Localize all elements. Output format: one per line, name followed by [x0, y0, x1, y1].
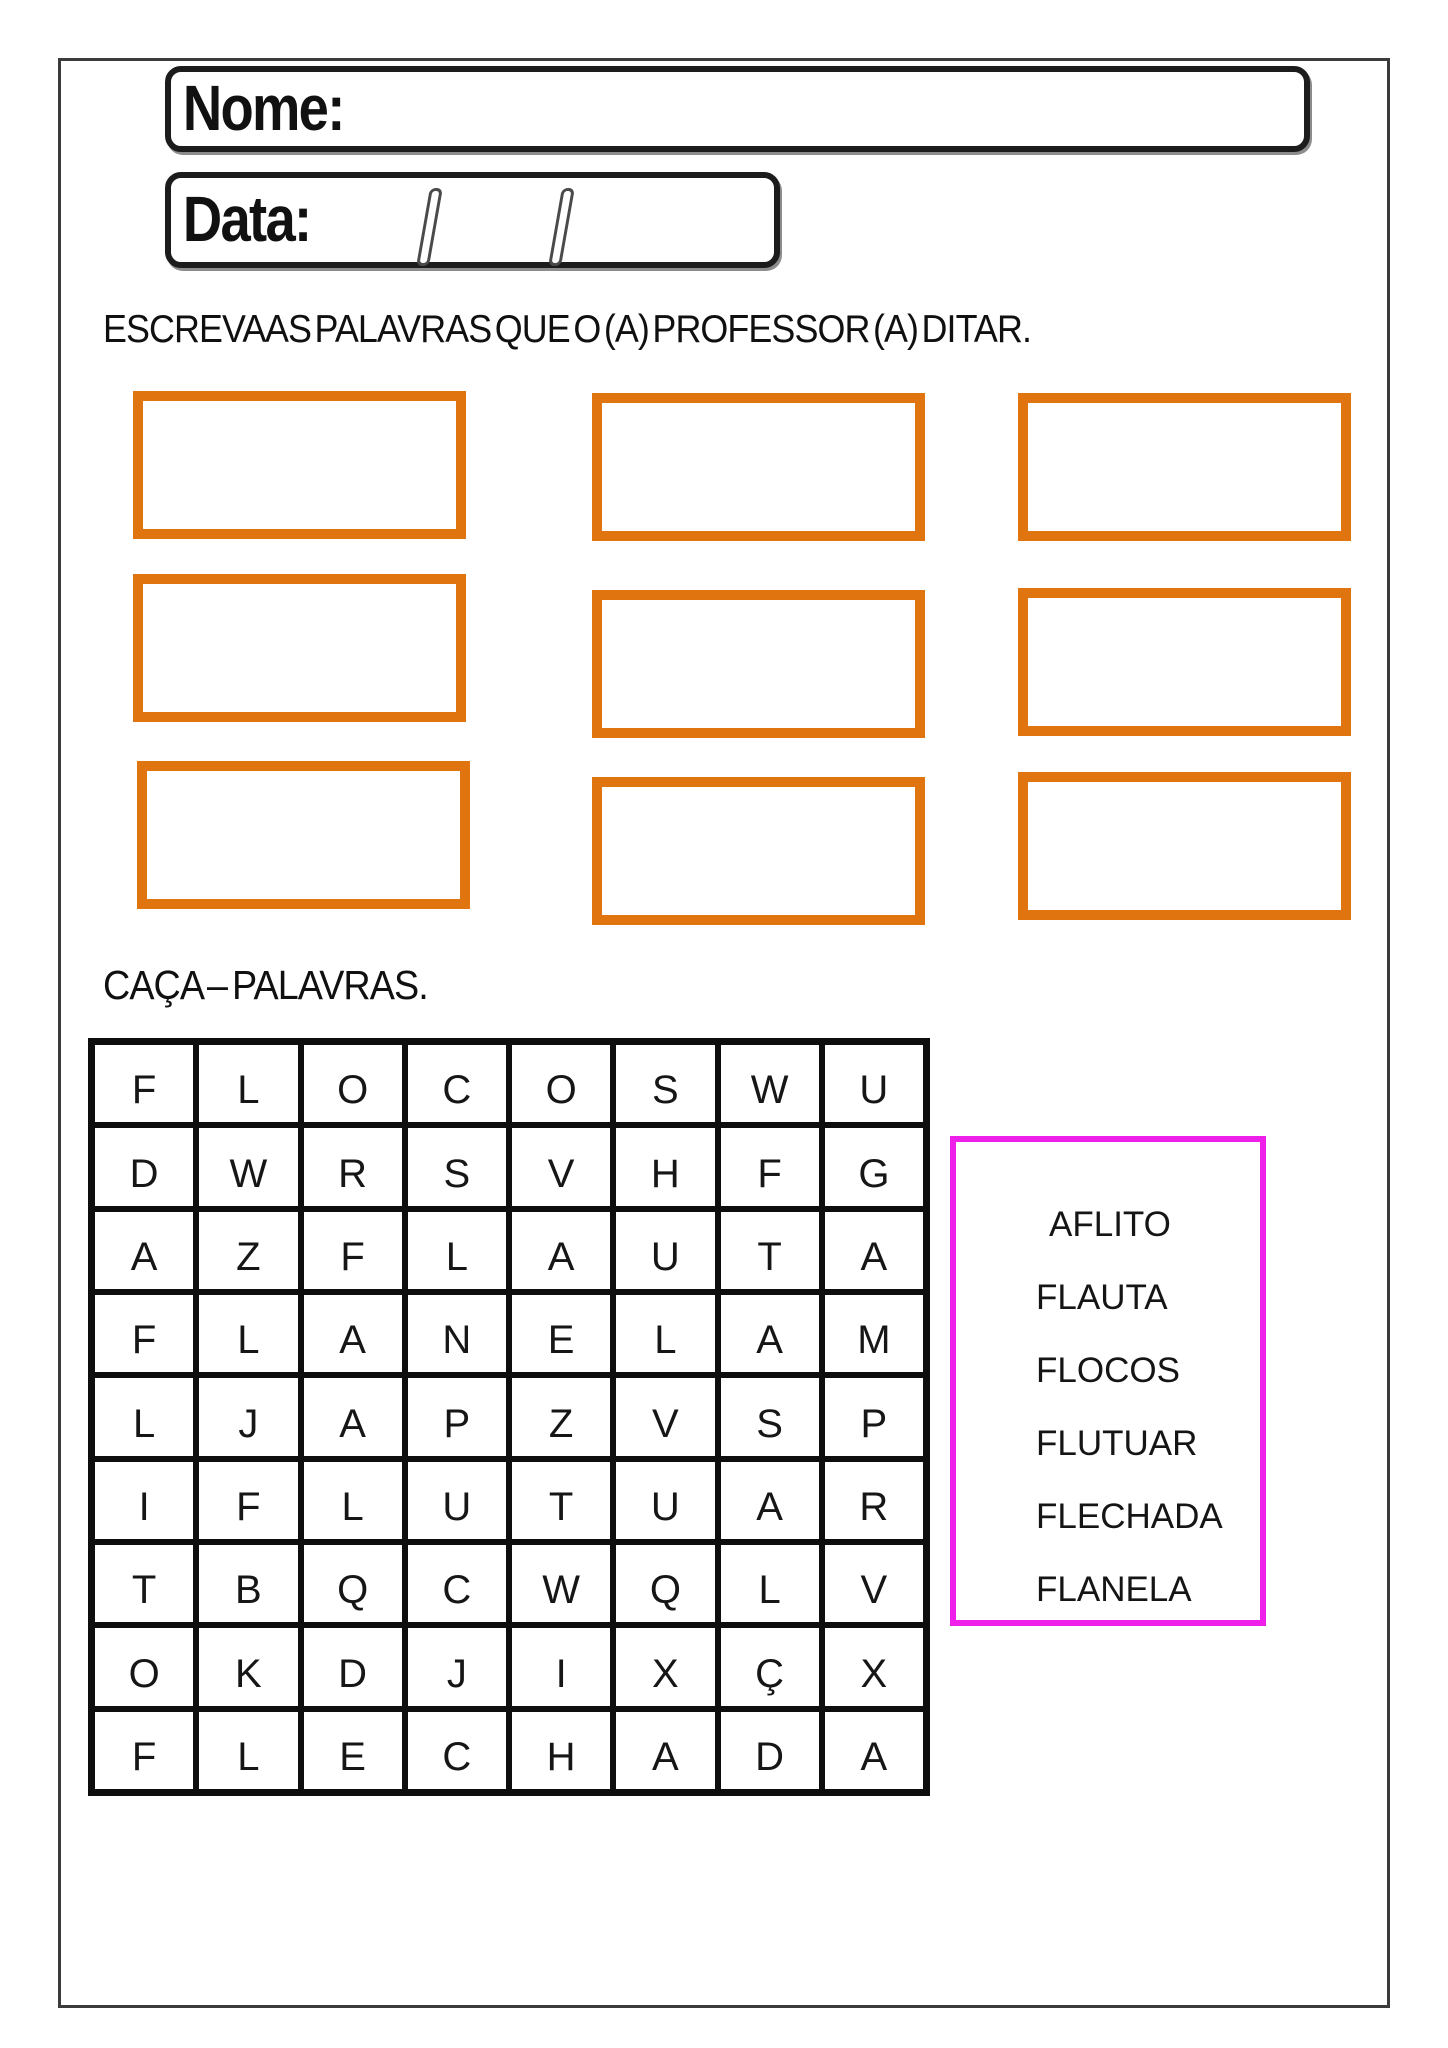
- grid-cell: R: [822, 1459, 926, 1542]
- word-list-item: FLECHADA: [1036, 1497, 1223, 1536]
- grid-cell: K: [196, 1625, 300, 1708]
- grid-cell: E: [301, 1709, 405, 1792]
- date-field[interactable]: [165, 172, 780, 268]
- wordsearch-grid: [88, 1038, 930, 1796]
- grid-cell: O: [509, 1042, 613, 1125]
- grid-cell: S: [613, 1042, 717, 1125]
- grid-cell: A: [92, 1209, 196, 1292]
- answer-box[interactable]: [1018, 588, 1351, 736]
- grid-cell: T: [509, 1459, 613, 1542]
- grid-cell: L: [301, 1459, 405, 1542]
- grid-cell: F: [92, 1042, 196, 1125]
- answer-box[interactable]: [137, 761, 470, 909]
- wordsearch-word-list: [956, 1142, 1260, 1626]
- grid-cell: Ç: [718, 1625, 822, 1708]
- grid-cell: P: [822, 1375, 926, 1458]
- grid-cell: U: [613, 1209, 717, 1292]
- grid-cell: G: [822, 1125, 926, 1208]
- answer-box[interactable]: [592, 590, 925, 738]
- grid-cell: L: [196, 1292, 300, 1375]
- grid-cell: T: [92, 1542, 196, 1625]
- date-slash-icon: [548, 188, 575, 266]
- grid-cell: J: [196, 1375, 300, 1458]
- grid-cell: S: [718, 1375, 822, 1458]
- grid-cell: Z: [509, 1375, 613, 1458]
- date-slash-icon: [416, 188, 443, 266]
- grid-cell: V: [613, 1375, 717, 1458]
- name-field[interactable]: [165, 66, 1310, 152]
- grid-cell: U: [405, 1459, 509, 1542]
- grid-cell: A: [301, 1375, 405, 1458]
- grid-cell: V: [509, 1125, 613, 1208]
- grid-cell: Q: [613, 1542, 717, 1625]
- grid-cell: L: [196, 1042, 300, 1125]
- date-label: Data:: [182, 183, 311, 255]
- word-list-item: FLANELA: [1036, 1570, 1192, 1609]
- grid-cell: W: [718, 1042, 822, 1125]
- grid-cell: I: [509, 1625, 613, 1708]
- answer-box[interactable]: [1018, 393, 1351, 541]
- grid-cell: C: [405, 1542, 509, 1625]
- grid-cell: E: [509, 1292, 613, 1375]
- grid-cell: F: [92, 1292, 196, 1375]
- grid-cell: L: [405, 1209, 509, 1292]
- answer-box[interactable]: [133, 574, 466, 722]
- grid-cell: X: [613, 1625, 717, 1708]
- answer-box[interactable]: [133, 391, 466, 539]
- grid-cell: A: [718, 1459, 822, 1542]
- grid-cell: L: [613, 1292, 717, 1375]
- grid-cell: X: [822, 1625, 926, 1708]
- answer-box[interactable]: [1018, 772, 1351, 920]
- wordsearch-word-list-box: [950, 1136, 1266, 1626]
- grid-cell: Q: [301, 1542, 405, 1625]
- grid-cell: F: [718, 1125, 822, 1208]
- grid-cell: B: [196, 1542, 300, 1625]
- grid-cell: A: [509, 1209, 613, 1292]
- wordsearch-title: CAÇA – PALAVRAS.: [103, 962, 428, 1008]
- grid-cell: W: [509, 1542, 613, 1625]
- grid-cell: T: [718, 1209, 822, 1292]
- grid-cell: H: [509, 1709, 613, 1792]
- answer-box[interactable]: [592, 393, 925, 541]
- grid-cell: U: [822, 1042, 926, 1125]
- grid-cell: L: [718, 1542, 822, 1625]
- grid-cell: F: [92, 1709, 196, 1792]
- grid-cell: O: [301, 1042, 405, 1125]
- grid-cell: A: [301, 1292, 405, 1375]
- grid-cell: D: [92, 1125, 196, 1208]
- grid-cell: Z: [196, 1209, 300, 1292]
- grid-cell: M: [822, 1292, 926, 1375]
- grid-cell: V: [822, 1542, 926, 1625]
- grid-cell: R: [301, 1125, 405, 1208]
- grid-cell: C: [405, 1042, 509, 1125]
- grid-cell: D: [718, 1709, 822, 1792]
- word-list-item: FLUTUAR: [1036, 1424, 1198, 1463]
- grid-cell: W: [196, 1125, 300, 1208]
- grid-cell: A: [613, 1709, 717, 1792]
- grid-cell: P: [405, 1375, 509, 1458]
- word-list-item: AFLITO: [1049, 1205, 1171, 1244]
- grid-cell: A: [822, 1209, 926, 1292]
- grid-cell: I: [92, 1459, 196, 1542]
- grid-cell: A: [718, 1292, 822, 1375]
- grid-cell: L: [196, 1709, 300, 1792]
- grid-cell: S: [405, 1125, 509, 1208]
- word-list-item: FLAUTA: [1036, 1278, 1168, 1317]
- grid-cell: H: [613, 1125, 717, 1208]
- grid-cell: O: [92, 1625, 196, 1708]
- grid-cell: F: [301, 1209, 405, 1292]
- grid-cell: F: [196, 1459, 300, 1542]
- word-list-item: FLOCOS: [1036, 1351, 1180, 1390]
- grid-cell: C: [405, 1709, 509, 1792]
- grid-cell: L: [92, 1375, 196, 1458]
- grid-cell: J: [405, 1625, 509, 1708]
- grid-cell: U: [613, 1459, 717, 1542]
- dictation-instruction: ESCREVA AS PALAVRAS QUE O (A) PROFESSOR (A) DITAR.: [103, 308, 1031, 351]
- name-label: Nome:: [182, 72, 344, 144]
- grid-cell: D: [301, 1625, 405, 1708]
- grid-cell: A: [822, 1709, 926, 1792]
- grid-cell: N: [405, 1292, 509, 1375]
- answer-box[interactable]: [592, 777, 925, 925]
